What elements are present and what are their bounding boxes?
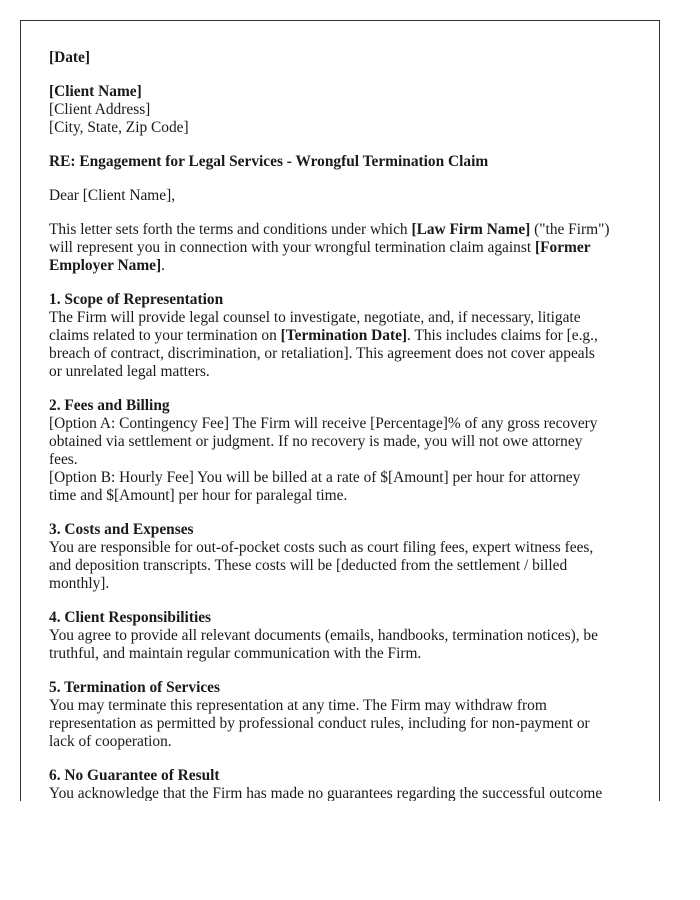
- section-line: monthly].: [49, 575, 110, 592]
- section-line: representation as permitted by professional conduct rules, including for non-payment or: [49, 715, 590, 732]
- subject-block: [49, 153, 635, 171]
- letter-content: [49, 49, 635, 801]
- intro-line-1: [49, 221, 635, 239]
- section-line: truthful, and maintain regular communication with the Firm.: [49, 645, 422, 662]
- section-heading: 4. Client Responsibilities: [49, 609, 212, 626]
- subject-line: RE: Engagement for Legal Services - Wrongful Termination Claim: [49, 153, 489, 170]
- recipient-city-state-zip: [City, State, Zip Code]: [49, 119, 189, 136]
- intro-text: will represent you in connection with your wrongful termination claim against: [49, 239, 535, 256]
- section-line: [Option A: Contingency Fee] The Firm will receive [Percentage]% of any gross recovery: [49, 415, 598, 432]
- termination-date-placeholder: [Termination Date]: [280, 327, 408, 344]
- section-heading: 1. Scope of Representation: [49, 291, 224, 308]
- recipient-name: [Client Name]: [49, 83, 142, 100]
- section-heading: 2. Fees and Billing: [49, 397, 170, 414]
- letter-page: [20, 20, 660, 801]
- salutation: Dear [Client Name],: [49, 187, 176, 204]
- section-line: You are responsible for out-of-pocket costs such as court filing fees, expert witness fees,: [49, 539, 594, 556]
- intro-text: .: [161, 257, 165, 274]
- law-firm-name-placeholder: [Law Firm Name]: [411, 221, 531, 238]
- section-line: lack of cooperation.: [49, 733, 172, 750]
- section-heading: 6. No Guarantee of Result: [49, 767, 220, 784]
- section-line: time and $[Amount] per hour for paralegal time.: [49, 487, 348, 504]
- salutation-block: [49, 187, 635, 205]
- recipient-address-block: [49, 83, 635, 137]
- former-employer-placeholder: [Former: [534, 239, 591, 256]
- section-line: and deposition transcripts. These costs will be [deducted from the settlement / billed: [49, 557, 568, 574]
- section-line: obtained via settlement or judgment. If no recovery is made, you will not owe attorney: [49, 433, 583, 450]
- intro-text: This letter sets forth the terms and conditions under which: [49, 221, 412, 238]
- section-text: . This includes claims for [e.g.,: [407, 327, 598, 344]
- section-line: breach of contract, discrimination, or retaliation]. This agreement does not cover appeals: [49, 345, 595, 362]
- section-fees-and-billing: [49, 397, 635, 505]
- recipient-address: [Client Address]: [49, 101, 151, 118]
- section-line: fees.: [49, 451, 78, 468]
- intro-line-2: [49, 239, 635, 257]
- section-line: [Option B: Hourly Fee] You will be billed at a rate of $[Amount] per hour for attorney: [49, 469, 581, 486]
- section-heading: 3. Costs and Expenses: [49, 521, 194, 538]
- section-line: You acknowledge that the Firm has made no guarantees regarding the successful outcome: [49, 785, 603, 801]
- section-scope-of-representation: [49, 291, 635, 381]
- section-line: You may terminate this representation at any time. The Firm may withdraw from: [49, 697, 547, 714]
- section-heading: 5. Termination of Services: [49, 679, 220, 696]
- section-text: claims related to your termination on: [49, 327, 281, 344]
- section-line: or unrelated legal matters.: [49, 363, 210, 380]
- intro-text: ("the Firm"): [530, 221, 610, 238]
- section-no-guarantee-of-result: [49, 767, 635, 801]
- intro-line-3: [49, 257, 635, 275]
- date-block: [49, 49, 635, 67]
- intro-paragraph: [49, 221, 635, 275]
- section-costs-and-expenses: [49, 521, 635, 593]
- section-line: You agree to provide all relevant documents (emails, handbooks, termination notices), be: [49, 627, 598, 644]
- former-employer-placeholder: Employer Name]: [49, 257, 162, 274]
- section-termination-of-services: [49, 679, 635, 751]
- section-line: [49, 327, 635, 345]
- letter-date: [Date]: [49, 49, 91, 66]
- section-client-responsibilities: [49, 609, 635, 663]
- section-line: The Firm will provide legal counsel to investigate, negotiate, and, if necessary, litigate: [49, 309, 581, 326]
